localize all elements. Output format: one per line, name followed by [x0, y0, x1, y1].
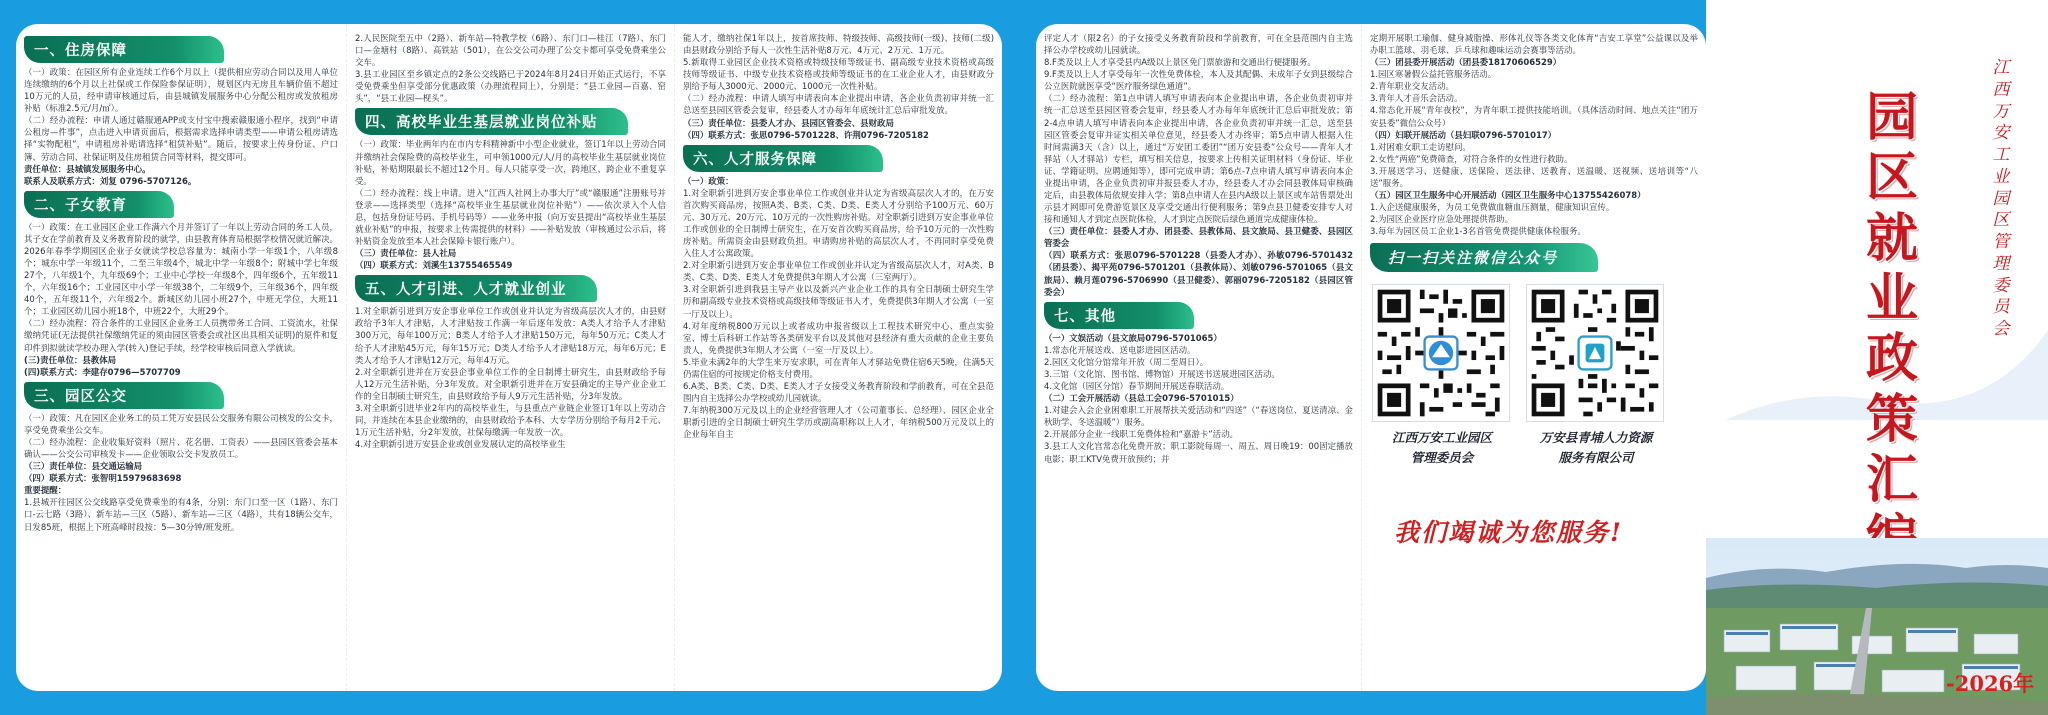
bus-routes-3-text: 3.县工业园区至乡镇定点的2条公交线路已于2024年8月24日开始正式运行，不享受免费乘坐但享受部分优惠政策（办理流程同上），分别是：“县工业园—百嘉、窑头”，“县工业园—枧头”。 [355, 69, 666, 104]
women-item-3: 3.开展送学习、送健康、送保险、送法律、送教育、送温暖、送视频、送培训等“八送”服务。 [1370, 165, 1698, 188]
qr1-caption-line2: 管理委员会 [1410, 449, 1474, 465]
talent-policy-5-text: 5.新取得工业园区企业技术资格或特级技师等级证书、副高级专业技术资格或高级技师等级证书、中级专业技术资格或技师等级证书的在工业企业人才，由县财政分别给予每人3000元、2000元、1000元一次性补贴。 [683, 57, 994, 92]
education-contact: (四)联系方式：李建存0796—5707709 [24, 366, 181, 377]
service-procedure-text: （二）经办流程：第1点申请人填写申请表向本企业提出申请，各企业负责初审并统一汇总送至县园区管委会复审，经县委人才办每年年底统计汇总后审批发放；第2-4点申请人填写申请表向本企业提出申请，各企业负责初审并统一汇总，送至县园区管委会复审并证实相关单位意见，经县委人才办终审；第5点申请人根据入住时间需满3天（含）以上，通过“万安团工委团”“团万安县委”公众号——青年人才驿站（人才驿站）专栏，填写相关信息，按要求上传相关证明材料（身份证、毕业证、学籍证明、应聘通知等），即可完成申请；第6点-7点申请人填写申请表向本企业提出申请，各企业负责初审并报县委人才办，经县委人才办会同县教体局审核确定后，由县教体局依规安排入学；第8点申请人在县内A级以上景区或车站售票处出示县才网即可免费游览景区及享受交通出行便利服务；第9点县卫健委安排专人对接和通知人才到定点医院体检，人才到定点医院后绿色通道完成健康体检。 [1044, 93, 1353, 225]
qr2-caption-line1: 万安县青埔人力资源 [1539, 430, 1653, 446]
youth-item-2: 2.青年职业交友活动。 [1370, 81, 1454, 92]
bus-policy-text: （一）政策：凡在园区企业务工的员工凭万安县民公交服务有限公司核发的公交卡，享受免费乘坐公交车。 [24, 412, 338, 435]
union-item-3: 3.县工人文化宫常态化免费开放；职工影院每周一、周五、周日晚19：00固定播放电影；职工KTV免费开放预约；并 [1044, 441, 1353, 464]
youth-league-heading: （三）团县委开展活动（团县委18170606529） [1370, 57, 1562, 68]
cover-organization-name: 江西万安工业园区管理委员会 [1992, 58, 2010, 339]
bus-procedure-text: （二）经办流程：企业收集好资料（照片、花名册、工资表）——县园区管委会基本确认——公交公司审核发卡——企业领取公交卡发放员工。 [24, 436, 338, 460]
bus-contact: （四）联系方式：张智明15979683698 [24, 473, 182, 484]
talent-policy-4-text: 4.对全职新引进万安县企业或创业发展认定的高校毕业生 [355, 439, 566, 450]
service-policy-9-text: 9.F类及以上人才享受每年一次性免费体检，本人及其配偶、未成年子女到县级综合公立医院就医享受“医疗服务绿色通道”。 [1044, 69, 1353, 92]
section-other-heading: 七、其他 [1044, 302, 1194, 329]
talent-policy-2-text: 2.对全职新引进并在万安县企事业单位工作的全日制博士研究生，由县财政给予每人12万元生活补贴，分3年发放。对全职新引进并在万安县确定的主导产业企业工作的全日制硕士研究生，由县财政给予每人9万元生活补贴，分3年发放。 [355, 366, 666, 401]
service-policy-7-cont-text: 评定人才（限2名）的子女接受义务教育阶段和学前教育，可在全县范围内自主选择公办学校或幼儿园就读。 [1044, 33, 1353, 56]
health-item-3: 3.每年为园区员工企业1-3名首管免费提供健康体检服务。 [1370, 226, 1586, 237]
culture-item-3: 3.三馆（文化馆、图书馆、博物馆）开展送书送展进园区活动。 [1044, 368, 1280, 379]
talent-procedure-text: （二）经办流程：申请人填写申请表向本企业提出申请，各企业负责初审并统一汇总送至县园区管委会复审，经县委人才办每年年底统计汇总后审批发放。 [683, 93, 994, 116]
talent-policy-4-cont-text: 能人才，缴纳社保1年以上，按首席技师、特级技师、高级技师(一级)、技师(二级)由县财政分别给予每人一次性生活补贴8万元、4万元、2万元、1万元。 [683, 33, 994, 56]
service-policy-5-text: 5.毕业未满2年的大学生来万安求职，可在青年人才驿站免费住宿6天5晚，住满5天仍需住宿的可按规定价格支付费用。 [683, 356, 994, 379]
education-responsible-unit: (三)责任单位：县教体局 [24, 354, 117, 365]
qr1-caption-line1: 江西万安工业园区 [1391, 430, 1492, 446]
column-1 [16, 24, 346, 691]
section-housing-heading: 一、住房保障 [24, 36, 224, 63]
union-item-3-cont: 定期开展职工瑜伽、健身减脂操、形体礼仪等各类文化体育“吉安工享堂”公益课以及举办职工篮球、羽毛球、乒乓球和趣味运动会赛事等活动。 [1370, 33, 1698, 56]
bus-reminder-text: 1.县城开往园区公交线路享受免费乘坐的有4条，分别：东门口至一区（1路）、东门口-云七路（3路）、新车站—三区（5路）、新车站—三区（4路），共有18辆公交车，日发85班，根据上下班高峰时段按：5—30分钟/班发班。 [24, 497, 338, 532]
qr-code-hr-company[interactable] [1526, 284, 1664, 422]
section-graduate-subsidy-heading: 四、高校毕业生基层就业岗位补贴 [355, 108, 628, 135]
housing-procedure-text: （二）经办流程：申请人通过赣服通APP或支付宝中搜索赣服通小程序，找到“申请公租房—件事”，点击进入申请页面后，根据需求选择申请类型——申请公租房请选择“实物配租”，申请租房补贴请选择“租赁补贴”。随后，按要求上传身份证、户口簿、劳动合同、社保证明及住房租赁合同等材料，提交即可。 [24, 115, 338, 162]
service-policy-4-text: 4.对年度纳税800万元以上或者成功申报省级以上工程技术研究中心、重点实验室、博士后科研工作站等各类研发平台以及其他对县经济有重大贡献的企业主要负责人，免费提供3年期人才公寓（一室一厅及以上）。 [683, 320, 994, 355]
womens-federation-heading: （四）妇联开展活动（县妇联0796-5701017） [1370, 129, 1557, 140]
wechat-follow-banner: 扫一扫关注微信公众号 [1370, 243, 1598, 272]
bus-routes-2-text: 2.人民医院至五中（2路）、新车站—特教学校（6路）、东门口—桂江（7路）、东门口—金塘村（8路）、高铁站（501），在公交公司办理了公交卡都可享受免费乘坐公交车。 [355, 33, 666, 68]
qr-block-park-committee [1372, 284, 1512, 467]
section-bus-heading: 三、园区公交 [24, 382, 224, 409]
youth-item-3: 3.青年人才音乐会活动。 [1370, 93, 1463, 104]
service-policy-label: （一）政策： [683, 175, 734, 186]
youth-item-1: 1.园区寒暑假公益托管服务活动。 [1370, 69, 1497, 80]
talent-responsible-unit: （三）责任单位：县委人才办、县园区管委会、县财政局 [683, 117, 894, 128]
column-3 [674, 24, 1002, 691]
union-activities-heading: （二）工会开展活动（县总工会0796-5701015） [1044, 393, 1239, 404]
cover-title: 园区就业政策汇 [1865, 87, 1918, 510]
left-brochure-panel [16, 24, 1002, 691]
health-item-2: 2.为园区企业医疗应急处理提供帮助。 [1370, 214, 1514, 225]
service-responsible-unit: （三）责任单位：县委人才办、团县委、县教体局、县文旅局、县卫健委、县园区管委会 [1044, 226, 1353, 249]
housing-contact: 联系人及联系方式：刘复 0796-5707126。 [24, 175, 197, 186]
bus-responsible-unit: （三）责任单位：县交通运输局 [24, 461, 143, 472]
qr-block-hr-company [1526, 284, 1666, 467]
bus-reminder-label: 重要提醒： [24, 485, 67, 496]
graduate-contact: （四）联系方式：刘溪生13755465549 [355, 260, 513, 271]
union-item-2: 2.开展部分企业一线职工免费体检和“嘉游卡”活动。 [1044, 429, 1238, 440]
service-policy-8-text: 8.F类及以上人才享受县内A级以上景区免门票旅游和交通出行便捷服务。 [1044, 57, 1316, 68]
talent-policy-3-text: 3.对全职新引进毕业2年内的高校毕业生，与县重点产业链企业签订1年以上劳动合同，并连续在本县企业缴纳的，由县财政给予本科、大专学历分别给予每月2千元、1万元生活补贴，分2年发放，社保每缴满一年发放一次。 [355, 402, 666, 438]
service-contact: （四）联系方式：张思0796-5701228（县委人才办）、孙敏0796-5701432（团县委）、揭平苑0796-5701201（县教体局）、刘敏0796-5701065（县文旅局）、赖月莲0796-5706990（县卫健委）、郭丽0796-7205182（县园区管委会） [1044, 250, 1353, 297]
service-policy-6-text: 6.A类、B类、C类、D类、E类人才子女接受义务教育阶段和学前教育，可在全县范围内自主选择公办学校或幼儿园就读。 [683, 381, 994, 404]
column-5 [1361, 24, 1706, 691]
talent-policy-1-text: 1.对全职新引进到万安企事业单位工作或创业并认定为省级高层次人才的，由县财政给予3年人才津贴，人才津贴按工作满一年后逐年发放：A类人才给予人才津贴300万元，每年100万元；B类人才给予人才津贴150万元，每年50万元；C类人才给予人才津贴45万元，每年15万元；D类人才给予人才津贴18万元，每年6万元；E类人才给予人才津贴12万元，每年4万元。 [355, 306, 666, 365]
qr-caption-park-committee [1372, 428, 1512, 467]
qr-code-row [1370, 284, 1698, 467]
right-brochure-panel [1036, 24, 1706, 691]
youth-item-4: 4.常态化开展“青年夜校”，为青年职工提供技能培训。（具体活动时间、地点关注“团万安县委”微信公众号） [1370, 105, 1698, 128]
section-talent-service-heading: 六、人才服务保障 [683, 145, 883, 172]
column-2 [346, 24, 674, 691]
qr-code-park-committee[interactable] [1372, 284, 1510, 422]
culture-item-2: 2.园区文化馆分馆常年开放（周二至周日）。 [1044, 356, 1209, 367]
graduate-responsible-unit: （三）责任单位：县人社局 [355, 248, 457, 259]
section-talent-heading: 五、人才引进、人才就业创业 [355, 275, 597, 302]
culture-item-4: 4.文化馆（园区分馆）春节期间开展送春联活动。 [1044, 381, 1230, 392]
housing-responsible-unit: 责任单位：县城镇发展服务中心。 [24, 163, 151, 174]
union-item-1: 1.对建会入会企业困难职工开展帮扶关爱活动和“四送”（“春送岗位、夏送清凉、金秋助学、冬送温暖”）服务。 [1044, 405, 1353, 428]
column-4 [1036, 24, 1361, 691]
graduate-procedure-text: （二）经办流程：线上申请。进入“江西人社网上办事大厅”或“赣服通”注册账号并登录——选择类型（选择“高校毕业生基层就业岗位补贴”）——依次录入个人信息，包括身份证号码、手机号码等）——业务申报（向万安县提出“高校毕业生基层就业补贴”的申报，按要求上传需提供的材料）——补贴发放（审核通过公示后，将补贴资金发放至本人社会保障卡银行账户）。 [355, 187, 666, 247]
qr-caption-hr-company [1526, 428, 1666, 467]
health-center-heading: （五）园区卫生服务中心开展活动（园区卫生服务中心13755426078） [1370, 190, 1646, 201]
service-policy-1-text: 1.对全职新引进到万安企事业单位工作或创业并认定为省级高层次人才的，在万安首次购买商品房，按照A类、B类、C类、D类、E类人才分别给予100万元、60万元、30万元、20万元、10万元的一次性购房补贴。对全职新引进到万安企事业单位工作或创业的全日制博士研究生，在万安首次购买商品房，给予10万元的一次性购房补贴。所需资金由县财政负担。申请购房补贴的高层次人才，不再同时享受免费入住人才公寓政策。 [683, 187, 994, 259]
qr2-caption-line2: 服务有限公司 [1558, 449, 1634, 465]
graduate-policy-text: （一）政策：毕业两年内在市内专科精神新中小型企业就业，签订1年以上劳动合同并缴纳社会保险费的高校毕业生，可申领1000元/人/月的高校毕业生基层就业岗位补贴，补贴期限最长不超过12个月。每人只能享受一次，跨地区、跨企业不重复享受。 [355, 139, 666, 186]
education-policy-text: （一）政策：在工业园区企业工作满六个月并签订了一年以上劳动合同的务工人员，其子女在学前教育及义务教育阶段的就学，由县教育体育局根据学校情况就近解决。2026年春季学期园区企业子女就读学校总容量为：城南小学一年级1个，八年级8个；城东中学一年级11个，二至三年级4个，城北中学一年级8个；附城中学七年级27个，八年级1个，九年级69个；工业中心学校一年级8个，四年级6个，五年级11个，六年级16个；工业园区中小学一年级38个，二年级9个，三年级36个，四年级40个，五年级11个，六年级2个。新城区幼儿园小班27个，中班无学位，大班11个；工业园区幼儿园小班18个，中班22个，大班29个。 [24, 221, 338, 317]
service-slogan: 我们竭诚为您服务! [1394, 518, 1623, 548]
culture-item-1: 1.常态化开展送戏、送电影进园区活动。 [1044, 344, 1196, 355]
health-item-1: 1.入企送健康服务，为员工免费做血糖血压测量，健康知识宣传。 [1370, 202, 1615, 213]
service-policy-3-text: 3.对全职新引进到我县主导产业以及新兴产业企业工作的具有全日制硕士研究生学历和副高级专业技术资格或高级技师等级证书人才，免费提供3年期人才公寓（一室一厅及以上）。 [683, 284, 994, 319]
women-item-1: 1.对困难女职工走访慰问。 [1370, 141, 1471, 152]
education-procedure-text: （二）经办流程：符合条件的工业园区企业务工人员携带务工合同、工资流水，社保缴纳凭证(无法提供社保缴纳凭证的须由园区管委会或社区出具相关证明)的原件和复印件到拟就读学校办理入学(转入)登记手续，经学校审核后同意入学就读。 [24, 318, 338, 353]
culture-activities-heading: （一）文娱活动（县文旅局0796-5701065） [1044, 332, 1222, 343]
brochure-cover [1706, 0, 2048, 715]
talent-contact: （四）联系方式：张思0796-5701228、许荆0796-7205182 [683, 129, 929, 140]
women-item-2: 2.女性“两癌”免费筛查，对符合条件的女性进行救助。 [1370, 153, 1573, 164]
service-policy-2-text: 2.对全职新引进到万安企事业单位工作或创业并认定为省级高层次人才，对A类、B类、C类、D类、E类人才免费提供3年期人才公寓（三室两厅）。 [683, 260, 994, 283]
housing-policy-text: （一）政策：在园区所有企业连续工作6个月以上（提供相应劳动合同以及用人单位连续缴纳的6个月以上社保或工作保险参保证明），规划区内无房且车辆价值不超过10万元的人员，经申请审核通过后，由县城镇发展服务中心分配公租房或发放租房补贴（标准2.5元/月/㎡）。 [24, 67, 338, 114]
service-policy-7-text: 7.年纳税300万元及以上的企业经营管理人才（公司董事长、总经理）、园区企业全职新引进的全日制硕士研究生学历或副高职称以上人才，年纳税500万元及以上的企业每年自主 [683, 405, 994, 440]
cover-year: -2026年 [1946, 671, 2035, 696]
section-education-heading: 二、子女教育 [24, 191, 174, 218]
